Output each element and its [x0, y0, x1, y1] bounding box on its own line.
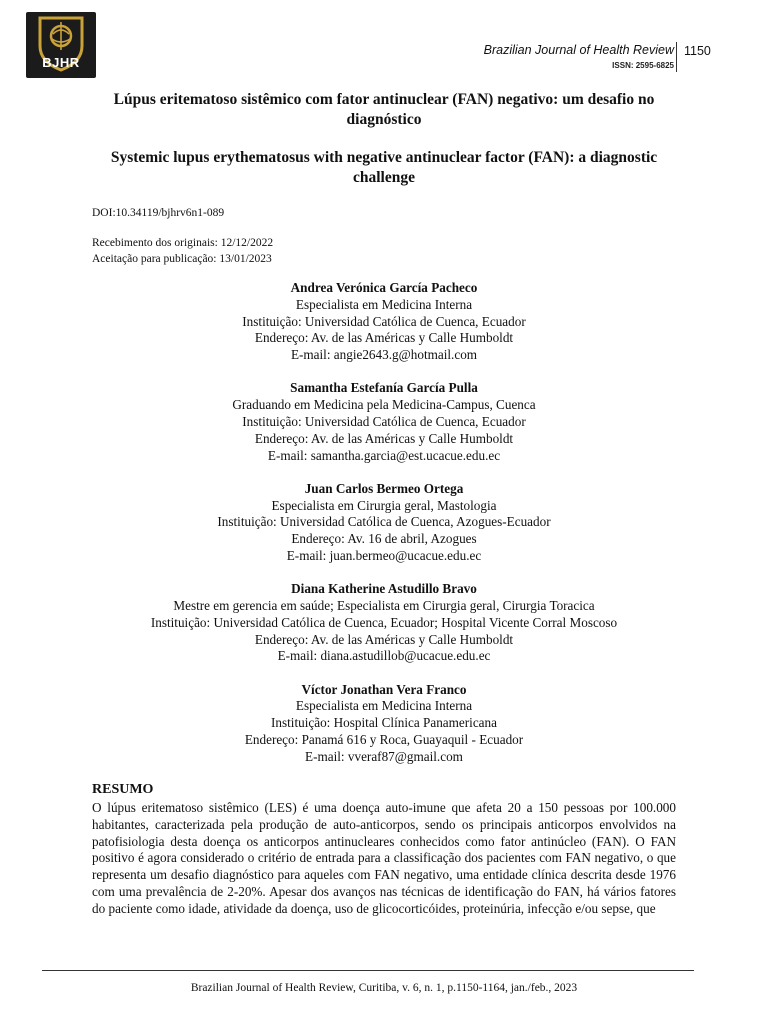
author-name: Samantha Estefanía García Pulla: [290, 380, 478, 396]
author-email: E-mail: diana.astudillob@ucacue.edu.ec: [277, 648, 491, 664]
author-address: Endereço: Av. de las Américas y Calle Humboldt: [254, 631, 514, 647]
author-institution: Instituição: Universidad Católica de Cuenca, Ecuador; Hospital Vicente Corral Moscoso: [150, 614, 618, 630]
author-title: Especialista em Cirurgia geral, Mastologia: [271, 497, 497, 513]
author-institution: Instituição: Universidad Católica de Cuenca, Ecuador: [242, 313, 526, 329]
author-name: Andrea Verónica García Pacheco: [290, 280, 478, 295]
author-block: [60, 481, 708, 565]
page-number: 1150: [684, 44, 711, 58]
journal-header: [484, 43, 674, 70]
author-title: Especialista em Medicina Interna: [295, 698, 473, 714]
author-block: [60, 581, 708, 665]
author-block: [60, 682, 708, 766]
journal-name: Brazilian Journal of Health Review: [483, 43, 674, 57]
author-name: Diana Katherine Astudillo Bravo: [291, 581, 477, 597]
doi: DOI:10.34119/bjhrv6n1-089: [92, 207, 225, 219]
accepted-date: Aceitação para publicação: 13/01/2023: [92, 253, 272, 265]
abstract-heading: RESUMO: [92, 782, 154, 797]
author-name: Juan Carlos Bermeo Ortega: [304, 480, 464, 496]
author-address: Endereço: Panamá 616 y Roca, Guayaquil - Ecuador: [244, 731, 524, 747]
author-institution: Instituição: Universidad Católica de Cuenca, Ecuador: [242, 413, 526, 429]
author-institution: Instituição: Universidad Católica de Cuenca, Azogues-Ecuador: [217, 514, 551, 530]
author-address: Endereço: Av. de las Américas y Calle Humboldt: [254, 430, 514, 446]
header-divider: [676, 42, 677, 72]
author-email: E-mail: samantha.garcia@est.ucacue.edu.ec: [267, 447, 501, 463]
journal-logo: [26, 12, 96, 78]
footer-citation: Brazilian Journal of Health Review, Curitiba, v. 6, n. 1, p.1150-1164, jan./feb., 2023: [190, 982, 578, 994]
title-english: Systemic lupus erythematosus with negative antinuclear factor (FAN): a diagnostic challenge: [110, 149, 658, 186]
issn: ISSN: 2595-6825: [612, 61, 674, 70]
author-address: Endereço: Av. de las Américas y Calle Humboldt: [254, 330, 514, 346]
author-email: E-mail: juan.bermeo@ucacue.edu.ec: [286, 547, 482, 563]
author-address: Endereço: Av. 16 de abril, Azogues: [291, 531, 477, 547]
author-block: [60, 280, 708, 364]
author-name: Víctor Jonathan Vera Franco: [301, 681, 467, 697]
logo-text: BJHR: [42, 55, 80, 70]
footer-divider: [42, 970, 694, 971]
author-title: Graduando em Medicina pela Medicina-Campus, Cuenca: [232, 397, 536, 413]
received-date: Recebimento dos originais: 12/12/2022: [92, 237, 274, 249]
abstract-text: O lúpus eritematoso sistêmico (LES) é uma doença auto-imune que afeta 20 a 150 pessoas por 100.000 habitantes, caracterizada pela produção de auto-anticorpos, sendo os principais anticorpos envolvidos na patofisiologia desta doença os anticorpos antinucleares conhecidos como fator antinúcleo (FAN). O FAN positivo é agora considerado o critério de entrada para a classificação dos pacientes com FAN negativo, o que representa um desafio diagnóstico para aqueles com FAN negativo, uma entidade clínica descrita desde 1976 com uma prevalência de 2-20%. Apesar dos avanços nas técnicas de identificação do FAN, há vários fatores do paciente como idade, atividade da doença, uso de glicocorticóides, proteinúria, infecção e/ou sepse, que: [92, 800, 676, 916]
title-portuguese: Lúpus eritematoso sistêmico com fator antinuclear (FAN) negativo: um desafio no diagnóstico: [113, 91, 655, 128]
author-email: E-mail: angie2643.g@hotmail.com: [290, 347, 478, 363]
author-list: [60, 280, 708, 782]
dates: [92, 235, 273, 267]
author-block: [60, 380, 708, 464]
author-title: Especialista em Medicina Interna: [295, 296, 473, 312]
author-institution: Instituição: Hospital Clínica Panamericana: [271, 715, 497, 731]
author-title: Mestre em gerencia em saúde; Especialista em Cirurgia geral, Cirurgia Toracica: [173, 597, 595, 613]
author-email: E-mail: vveraf87@gmail.com: [305, 748, 463, 764]
